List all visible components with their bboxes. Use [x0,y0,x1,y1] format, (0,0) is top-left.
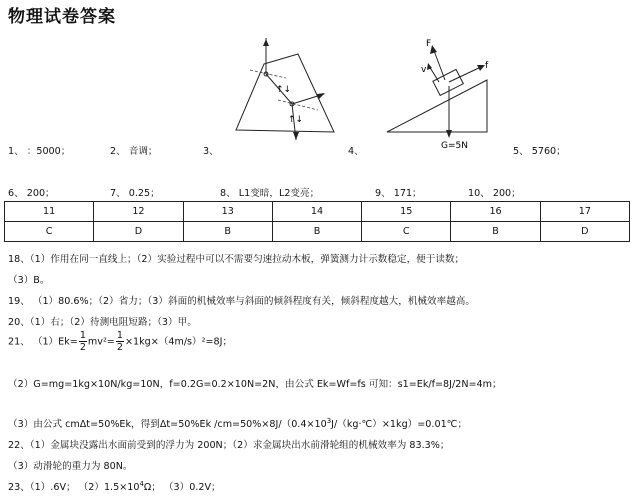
answer-10: 10、 200； [468,188,521,199]
answer-9: 9、 171； [375,188,422,199]
answer-20: 20、（1）右；（2）待测电阻短路；（3）甲。 [8,317,197,328]
answer-23: 23、（1）.6V； $(2)1.5\times 10^4\Omega$； （3）0.2V； [8,479,221,493]
table-cell: 16 [451,202,540,222]
gravity-label: G=5N [441,141,468,151]
answer-3: 3、 [203,146,219,157]
table-cell: B [272,222,361,242]
answer-18-line1: 18、（1）作用在同一直线上；（2）实验过程中可以不需要匀速拉动木板，弹簧测力计示数稳定，便于读数； [8,254,465,265]
optics-diagram [228,36,340,142]
answer-8: 8、 L1变暗，L2变亮； [220,188,320,199]
formula-suffix: ×1kg×（4m/s）²=8J； [124,336,233,348]
table-cell: 14 [272,202,361,222]
friction-arrow [449,66,483,82]
answer-5: 5、 5760； [513,146,566,157]
table-cell: D [94,222,183,242]
answer-18-line2: （3）B。 [8,275,50,286]
answer-letter-row [5,222,630,242]
table-cell: D [540,222,629,242]
force-F-label: F [426,39,432,49]
answer-table [4,201,630,242]
fraction-half: $\frac{1}{2}$ [79,330,86,353]
incline-triangle [387,80,487,132]
table-cell: 13 [183,202,272,222]
answer-6: 6、 200； [8,188,55,199]
velocity-label: v [421,65,427,75]
answer-1: 1、 ：5000； [8,146,71,157]
answer-21-line2: （2）G=mg=1kg×10N/kg=10N，f=0.2G=0.2×10N=2N，由公式 Ek=Wf=fs 可知：s1=Ek/f=8J/2N=4m； [8,379,502,390]
svg-text:↑↓: ↑↓ [288,115,304,125]
answer-21-line3: （3）由公式 cmΔt=50%Ek，得到Δt=50%Ek $/cm=50\%\times 8J/(0.4\times 10^3J/(kg\cdot℃)\times 1kg)=0.01℃$； [8,416,468,430]
question-number-row [5,202,630,222]
table-cell: B [451,222,540,242]
answer-19: 19、 （1）80.6%；（2）省力；（3）斜面的机械效率与斜面的倾斜程度有关，倾斜程度越大，机械效率越高。 [8,296,475,307]
answer-2: 2、 音调； [110,146,158,157]
table-cell: C [5,222,94,242]
answer-22-line1: 22、（1）金属块没露出水面前受到的浮力为 200N；（2）求金属块出水前滑轮组的机械效率为 83.3%； [8,440,450,451]
table-cell: 15 [362,202,451,222]
table-cell: B [183,222,272,242]
answer-22-line2: （3）动滑轮的重力为 80N。 [8,461,133,472]
incline-force-diagram [383,36,503,154]
table-cell: 17 [540,202,629,222]
normal-line [278,100,318,110]
page-title: 物理试卷答案 [8,7,116,27]
block [433,69,463,95]
answer-21-line1 [8,330,232,353]
table-cell: 12 [94,202,183,222]
fraction-half: $\frac{1}{2}$ [116,330,123,353]
answer-7: 7、 0.25； [110,188,160,199]
answer-4: 4、 [348,146,364,157]
table-cell: 11 [5,202,94,222]
friction-label: f [485,61,489,71]
table-cell: C [362,222,451,242]
formula-prefix: 21、 （1）Ek= [8,336,78,348]
formula-mid: mv²= [87,336,115,348]
svg-text:↑↓: ↑↓ [276,85,292,95]
